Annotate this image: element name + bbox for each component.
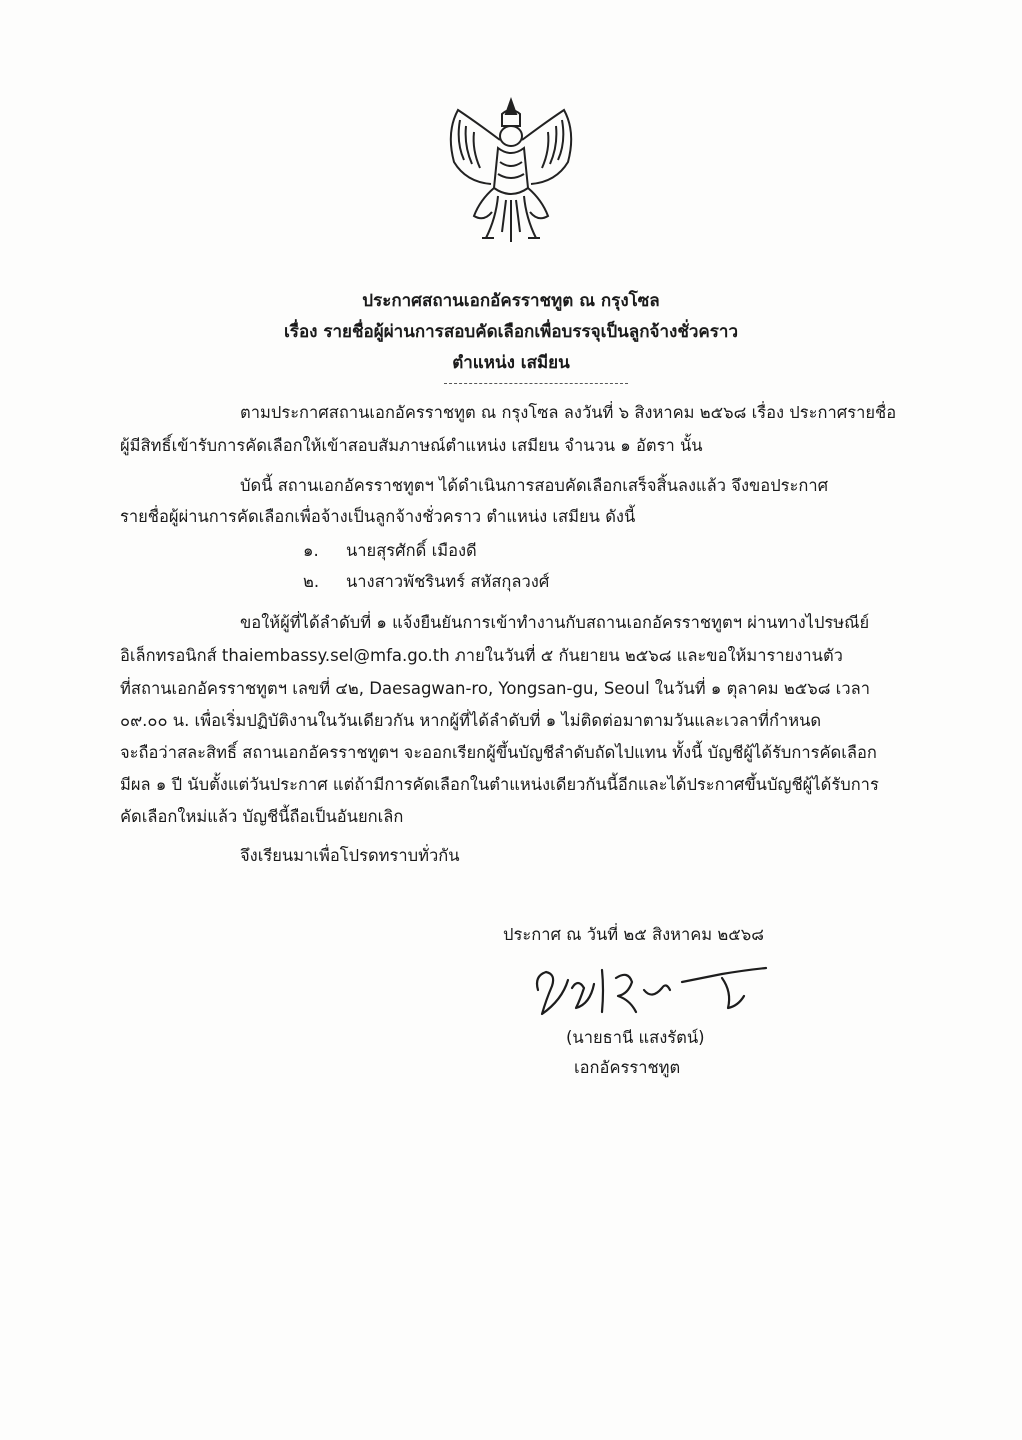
list-item-1-number: ๑.	[303, 541, 319, 560]
handwritten-signature	[532, 960, 772, 1022]
paragraph-3-line-1: ขอให้ผู้ที่ได้ลำดับที่ ๑ แจ้งยืนยันการเข้าทำงานกับสถานเอกอัครราชทูตฯ ผ่านทางไปรษณีย์	[240, 613, 870, 632]
title-divider	[444, 383, 628, 384]
closing-line: จึงเรียนมาเพื่อโปรดทราบทั่วกัน	[240, 846, 460, 865]
title-line-1: ประกาศสถานเอกอัครราชทูต ณ กรุงโซล	[362, 291, 660, 311]
paragraph-3-line-5: จะถือว่าสละสิทธิ์ สถานเอกอัครราชทูตฯ จะออกเรียกผู้ขึ้นบัญชีลำดับถัดไปแทน ทั้งนี้ บัญชีผู้ได้รับการคัดเลือก	[120, 743, 877, 762]
signatory-title: เอกอัครราชทูต	[574, 1058, 681, 1077]
paragraph-2-line-1: บัดนี้ สถานเอกอัครราชทูตฯ ได้ดำเนินการสอบคัดเลือกเสร็จสิ้นลงแล้ว จึงขอประกาศ	[240, 476, 829, 495]
paragraph-3-line-7: คัดเลือกใหม่แล้ว บัญชีนี้ถือเป็นอันยกเลิก	[120, 807, 404, 826]
paragraph-2-line-2: รายชื่อผู้ผ่านการคัดเลือกเพื่อจ้างเป็นลูกจ้างชั่วคราว ตำแหน่ง เสมียน ดังนี้	[120, 507, 636, 526]
title-line-3: ตำแหน่ง เสมียน	[452, 353, 570, 373]
paragraph-3-line-2: อิเล็กทรอนิกส์ thaiembassy.sel@mfa.go.th ภายในวันที่ ๕ กันยายน ๒๕๖๘ และขอให้มารายงานตัว	[120, 646, 843, 665]
paragraph-3-line-4: ๐๙.๐๐ น. เพื่อเริ่มปฏิบัติงานในวันเดียวกัน หากผู้ที่ได้ลำดับที่ ๑ ไม่ติดต่อมาตามวันและเวลาที่กำหนด	[120, 711, 822, 730]
title-line-2: เรื่อง รายชื่อผู้ผ่านการสอบคัดเลือกเพื่อบรรจุเป็นลูกจ้างชั่วคราว	[284, 322, 738, 342]
list-item-2-name: นางสาวพัชรินทร์ สหัสกุลวงศ์	[346, 572, 550, 591]
paragraph-1-line-2: ผู้มีสิทธิ์เข้ารับการคัดเลือกให้เข้าสอบสัมภาษณ์ตำแหน่ง เสมียน จำนวน ๑ อัตรา นั้น	[120, 436, 703, 455]
announcement-date: ประกาศ ณ วันที่ ๒๕ สิงหาคม ๒๕๖๘	[503, 925, 764, 944]
paragraph-3-line-3: ที่สถานเอกอัครราชทูตฯ เลขที่ ๔๒, Daesagwan-ro, Yongsan-gu, Seoul ในวันที่ ๑ ตุลาคม ๒๕๖๘ เวลา	[120, 679, 870, 698]
paragraph-3-line-6: มีผล ๑ ปี นับตั้งแต่วันประกาศ แต่ถ้ามีการคัดเลือกในตำแหน่งเดียวกันนี้อีกและได้ประกาศขึ้นบัญชีผู้ได้รับการ	[120, 775, 879, 794]
list-item-2-number: ๒.	[303, 572, 320, 591]
paragraph-1-line-1: ตามประกาศสถานเอกอัครราชทูต ณ กรุงโซล ลงวันที่ ๖ สิงหาคม ๒๕๖๘ เรื่อง ประกาศรายชื่อ	[240, 403, 897, 422]
list-item-1-name: นายสุรศักดิ์ เมืองดี	[346, 541, 477, 560]
garuda-emblem-icon	[436, 92, 586, 252]
signatory-name: (นายธานี แสงรัตน์)	[566, 1028, 705, 1047]
